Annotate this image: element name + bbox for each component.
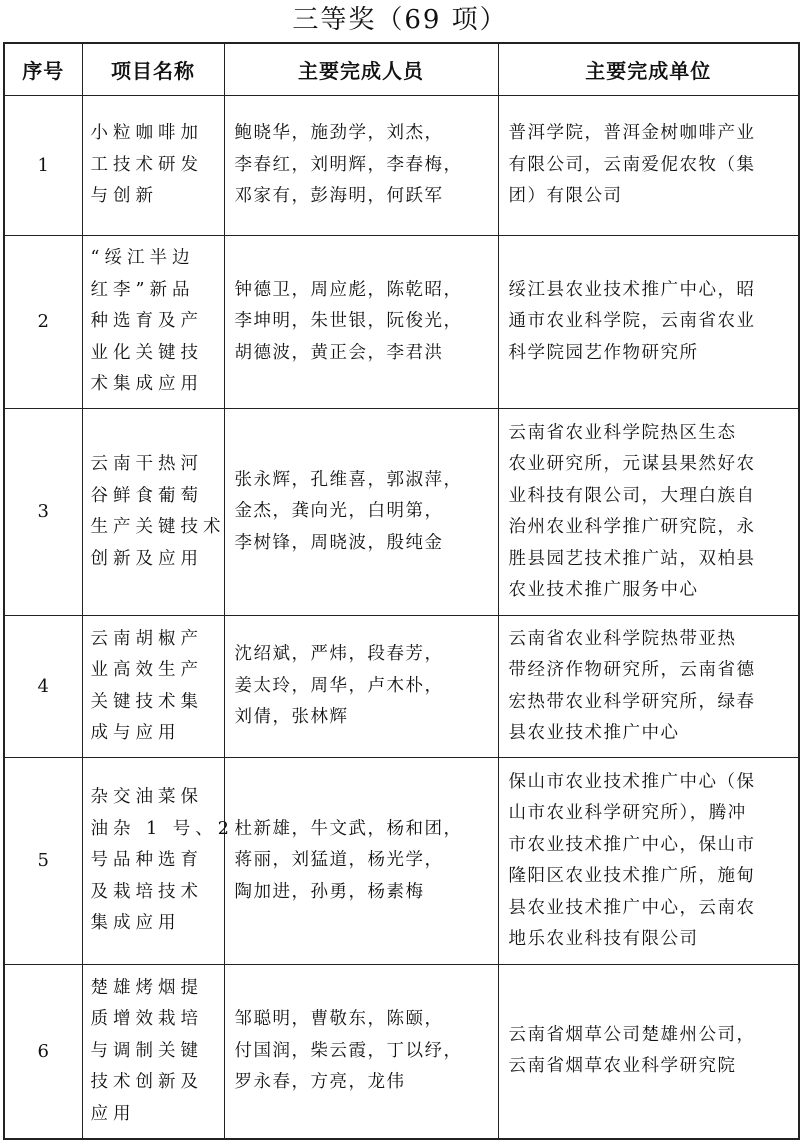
people-cell-line: 李树锋，周晓波，殷纯金: [234, 532, 444, 553]
units-cell-line: 有限公司，云南爱伲农牧（集: [508, 154, 756, 175]
units-cell-line: 市农业技术推广中心，保山市: [508, 834, 756, 855]
project-name-cell-line: 楚雄烤烟提: [90, 977, 203, 998]
project-name-cell-line: 成与应用: [90, 723, 181, 743]
project-name-cell: [82, 758, 234, 965]
project-name-cell-line: 关键技术集: [90, 691, 203, 712]
units-cell: [498, 236, 799, 409]
people-cell-line: 刘倩，张林辉: [234, 707, 349, 728]
row-number: 2: [4, 236, 82, 409]
units-cell-line: 地乐农业科技有限公司: [508, 929, 699, 949]
header-no: 序号: [4, 43, 82, 96]
table-body: [4, 96, 799, 1139]
header-project: 项目名称: [82, 43, 224, 96]
units-cell-line: 通市农业科学院，云南省农业: [508, 311, 756, 332]
project-name-cell-line: 业化关键技: [90, 342, 203, 363]
people-cell-line: 鲍晓华，施劲学，刘杰，: [234, 123, 444, 144]
project-name-cell-line: 谷鲜食葡萄: [90, 485, 203, 506]
row-number: 4: [4, 616, 82, 758]
people-cell-line: 张永辉，孔维喜，郭淑萍，: [234, 469, 463, 490]
units-cell-line: 云南省农业科学院热带亚热: [508, 628, 737, 649]
people-cell-line: 金杰，龚向光，白明第，: [234, 501, 444, 522]
project-name-cell-line: 云南干热河: [90, 454, 203, 474]
people-cell: [224, 96, 498, 236]
units-cell-line: 治州农业科学推广研究院，永: [508, 517, 756, 537]
people-cell: [224, 409, 498, 616]
table-row: [4, 96, 799, 236]
units-cell-line: 隆阳区农业技术推广所，施甸: [508, 866, 756, 886]
table-header-row: [4, 43, 799, 96]
units-cell-line: 山市农业科学研究所），腾冲: [508, 803, 747, 823]
project-name-cell-line: 工技术研发: [90, 154, 203, 175]
people-cell-line: 杜新雄，牛文武，杨和团，: [234, 818, 463, 839]
people-cell-line: 沈绍斌，严炜，段春芳，: [234, 644, 444, 665]
table-row: [4, 616, 799, 758]
people-cell-line: 陶加进，孙勇，杨素梅: [234, 881, 425, 902]
people-cell: [224, 965, 498, 1139]
people-cell: [224, 236, 498, 409]
units-cell-line: 云南省农业科学院热区生态: [508, 422, 737, 443]
row-number: 6: [4, 965, 82, 1139]
units-cell: [498, 758, 799, 965]
page-title: 三等奖（69 项）: [292, 5, 508, 35]
people-cell-line: 蒋丽，刘猛道，杨光学，: [234, 850, 444, 871]
units-cell-line: 云南省烟草农业科学研究院: [508, 1056, 737, 1077]
project-name-cell-line: 小粒咖啡加: [90, 123, 203, 144]
project-name-cell-line: 与创新: [90, 186, 158, 207]
project-name-cell-line: 创新及应用: [90, 548, 203, 569]
project-name-cell-line: 集成应用: [90, 913, 181, 934]
table-row: [4, 236, 799, 409]
project-name-cell: [82, 236, 224, 409]
table-row: [4, 409, 799, 616]
units-cell-line: 科学院园艺作物研究所: [508, 342, 699, 363]
units-cell-line: 胜县园艺技术推广站，双柏县: [508, 548, 756, 569]
project-name-cell-line: 质增效栽培: [90, 1009, 203, 1029]
units-cell: [498, 409, 799, 616]
row-number: 1: [4, 96, 82, 236]
units-cell-line: 带经济作物研究所，云南省德: [508, 660, 756, 680]
people-cell: [224, 616, 498, 758]
people-cell-line: 胡德波，黄正会，李君洪: [234, 342, 444, 363]
project-name-cell-line: 应用: [90, 1103, 136, 1124]
units-cell: [498, 96, 799, 236]
people-cell-line: 邹聪明，曹敬东，陈颐，: [234, 1009, 444, 1029]
project-name-cell: [82, 965, 224, 1139]
project-name-cell-line: 油杂 1 号、2: [90, 818, 234, 839]
units-cell-line: 县农业技术推广中心，云南农: [508, 897, 756, 918]
header-people: 主要完成人员: [224, 43, 498, 96]
project-name-cell: [82, 409, 224, 616]
project-name-cell: [82, 616, 224, 758]
project-name-cell-line: 业高效生产: [90, 660, 203, 680]
units-cell-line: 绥江县农业技术推广中心，昭: [508, 279, 756, 300]
project-name-cell-line: 与调制关键: [90, 1040, 203, 1061]
units-cell-line: 业科技有限公司，大理白族自: [508, 485, 756, 506]
people-cell-line: 李春红，刘明辉，李春梅，: [234, 154, 463, 175]
project-name-cell: [82, 96, 224, 236]
project-name-cell-line: “绥江半边: [90, 248, 195, 269]
units-cell-line: 农业研究所，元谋县果然好农: [508, 454, 756, 474]
header-units: 主要完成单位: [498, 43, 799, 96]
units-cell-line: 普洱学院，普洱金树咖啡产业: [508, 123, 756, 144]
project-name-cell-line: 号品种选育: [90, 850, 203, 871]
units-cell-line: 农业技术推广服务中心: [508, 580, 699, 600]
project-name-cell-line: 红李”新品: [90, 279, 195, 300]
people-cell-line: 付国润，柴云霞，丁以纾，: [234, 1040, 463, 1061]
row-number: 3: [4, 409, 82, 616]
project-name-cell-line: 及栽培技术: [90, 881, 203, 902]
people-cell-line: 罗永春，方亮，龙伟: [234, 1072, 406, 1092]
project-name-cell-line: 技术创新及: [90, 1072, 203, 1092]
project-name-cell-line: 术集成应用: [90, 374, 203, 395]
units-cell: [498, 965, 799, 1139]
people-cell: [224, 758, 498, 965]
units-cell-line: 团）有限公司: [508, 186, 623, 207]
project-name-cell-line: 种选育及产: [90, 311, 203, 332]
awards-table: [3, 42, 800, 1140]
table-row: [4, 758, 799, 965]
people-cell-line: 邓家有，彭海明，何跃军: [234, 186, 444, 207]
units-cell: [498, 616, 799, 758]
people-cell-line: 李坤明，朱世银，阮俊光，: [234, 311, 463, 332]
units-cell-line: 保山市农业技术推广中心（保: [508, 771, 756, 792]
units-cell-line: 宏热带农业科学研究所，绿春: [508, 691, 756, 712]
people-cell-line: 姜太玲，周华，卢木朴，: [234, 675, 444, 696]
row-number: 5: [4, 758, 82, 965]
project-name-cell-line: 云南胡椒产: [90, 628, 203, 649]
table-row: [4, 965, 799, 1139]
project-name-cell-line: 生产关键技术: [90, 517, 226, 537]
units-cell-line: 云南省烟草公司楚雄州公司，: [508, 1024, 756, 1045]
project-name-cell-line: 杂交油菜保: [90, 787, 203, 808]
people-cell-line: 钟德卫，周应彪，陈乾昭，: [234, 279, 463, 300]
units-cell-line: 县农业技术推广中心: [508, 723, 680, 743]
